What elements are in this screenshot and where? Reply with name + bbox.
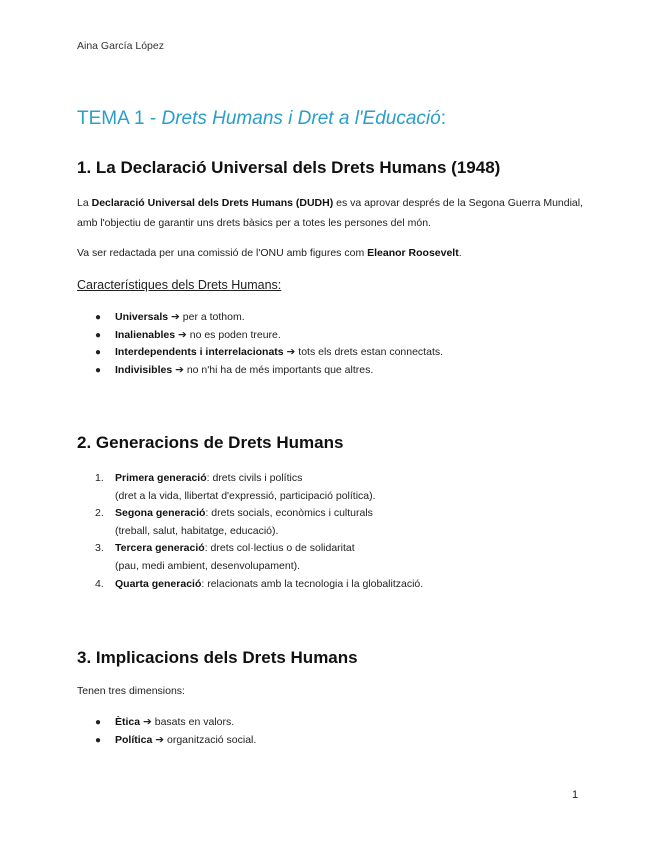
item-text: : relacionats amb la tecnologia i la globalització. [201, 577, 424, 590]
bullet-icon: ● [95, 347, 102, 359]
list-item [77, 505, 597, 540]
dimensions-list [77, 714, 597, 749]
list-item [77, 576, 597, 594]
bullet-icon: ● [95, 329, 102, 341]
list-item [77, 540, 597, 575]
p1-bold: Declaració Universal dels Drets Humans (DUDH) [91, 197, 334, 209]
bullet-term: Política [115, 733, 153, 746]
bullet-text: tots els drets estan connectats. [298, 346, 444, 359]
p2-bold: Eleanor Roosevelt [367, 247, 459, 259]
item-detail: (pau, medi ambient, desenvolupament). [115, 559, 301, 572]
arrow-icon: ➔ [175, 328, 190, 341]
page-number: 1 [572, 789, 579, 801]
list-item [77, 344, 597, 362]
item-text: : drets civils i polítics [206, 472, 303, 484]
generations-list [77, 470, 597, 593]
item-term: Tercera generació [115, 542, 205, 555]
p2-text-a: Va ser redactada per una comissió de l'ONU amb figures com [77, 247, 368, 259]
bullet-term: Indivisibles [115, 363, 173, 376]
list-item [77, 732, 597, 750]
section1-heading: 1. La Declaració Universal dels Drets Humans (1948) [77, 158, 501, 177]
bullet-term: Inalienables [115, 328, 176, 341]
item-term: Primera generació [115, 472, 207, 484]
bullet-text: basats en valors. [154, 716, 235, 728]
section1-paragraph2 [77, 243, 587, 263]
title-prefix: TEMA 1 - [77, 108, 162, 129]
title-italic: Drets Humans i Dret a l'Educació [161, 108, 441, 129]
bullet-text: organització social. [167, 733, 257, 746]
list-item [77, 362, 597, 380]
characteristics-subheading: Característiques dels Drets Humans: [77, 278, 282, 292]
item-detail: (treball, salut, habitatge, educació). [115, 524, 279, 537]
item-detail: (dret a la vida, llibertat d'expressió, participació política). [115, 489, 376, 502]
list-item [77, 714, 597, 732]
characteristics-list [77, 309, 597, 379]
bullet-term: Ètica [115, 716, 141, 728]
section2-heading: 2. Generacions de Drets Humans [77, 433, 344, 452]
arrow-icon: ➔ [152, 733, 167, 746]
p2-text-c: . [458, 247, 462, 259]
p1-text-a: La [77, 197, 92, 209]
bullet-text: no n'hi ha de més importants que altres. [186, 363, 374, 376]
bullet-term: Interdependents i interrelacionats [115, 346, 284, 359]
bullet-text: per a tothom. [182, 311, 245, 323]
section1-paragraph1 [77, 193, 587, 233]
item-number: 4. [95, 577, 104, 590]
section3-intro: Tenen tres dimensions: [77, 685, 185, 697]
list-item [77, 309, 597, 327]
bullet-term: Universals [115, 311, 169, 323]
item-text: : drets socials, econòmics i culturals [205, 507, 373, 520]
title-suffix: : [440, 108, 446, 129]
arrow-icon: ➔ [172, 363, 187, 376]
document-title [77, 108, 446, 130]
arrow-icon: ➔ [168, 311, 183, 323]
item-term: Segona generació [115, 507, 206, 520]
item-number: 1. [95, 472, 104, 484]
bullet-icon: ● [95, 734, 102, 746]
bullet-icon: ● [95, 717, 102, 728]
list-item [77, 470, 597, 505]
item-term: Quarta generació [115, 577, 202, 590]
bullet-icon: ● [95, 364, 102, 376]
arrow-icon: ➔ [283, 346, 299, 359]
list-item [77, 327, 597, 345]
item-text: : drets col·lectius o de solidaritat [204, 542, 355, 555]
arrow-icon: ➔ [140, 716, 155, 728]
author-name: Aina García López [77, 40, 164, 52]
bullet-text: no es poden treure. [189, 328, 281, 341]
p1-text-c: es va aprovar després de la Segona Guerra Mundial, amb l'objectiu de garantir uns drets bàsics per a totes les persones del món. [77, 197, 584, 229]
item-number: 2. [95, 507, 104, 520]
section3-heading: 3. Implicacions dels Drets Humans [77, 648, 358, 667]
bullet-icon: ● [95, 312, 102, 323]
item-number: 3. [95, 542, 104, 555]
